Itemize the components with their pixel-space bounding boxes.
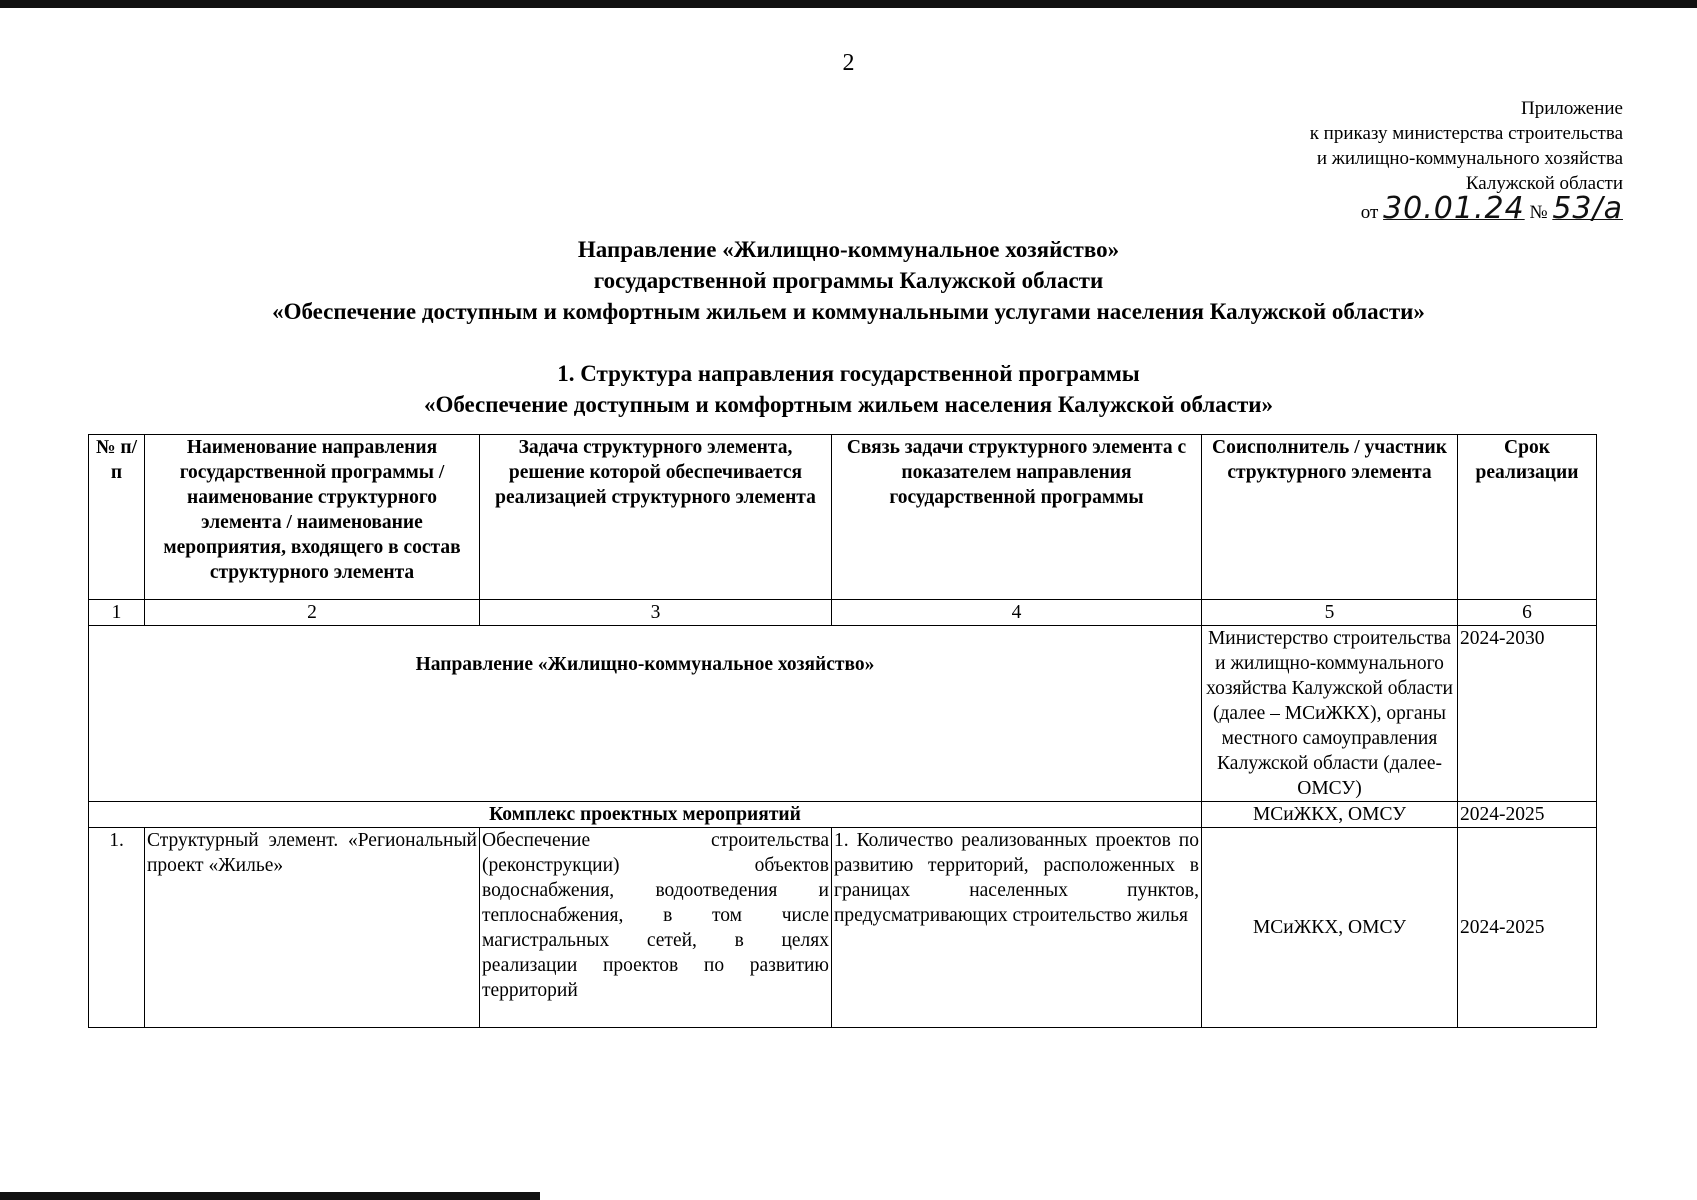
row-number: 1. — [89, 828, 145, 1028]
order-date-number-line — [1310, 191, 1623, 226]
column-number-row — [89, 600, 1597, 626]
handwritten-date: 30.01.24 — [1383, 191, 1525, 226]
column-number: 2 — [145, 600, 480, 626]
header-cell-period: Срок реализации — [1458, 435, 1597, 600]
row-indicator: 1. Количество реализованных проектов по развитию территорий, расположенных в границах населенных пунктов, предусматривающих строительство жилья — [832, 828, 1202, 1028]
row-period: 2024-2025 — [1458, 828, 1597, 1028]
complex-label: Комплекс проектных мероприятий — [89, 802, 1202, 828]
direction-period: 2024-2030 — [1458, 626, 1597, 802]
scan-bottom-edge — [0, 1192, 540, 1200]
appendix-block — [1310, 96, 1623, 225]
scan-top-edge — [0, 0, 1697, 8]
row-task: Обеспечение строительства (реконструкции) объектов водоснабжения, водоотведения и теплоснабжения, в том числе магистральных сетей, в целях реализации проектов по развитию территорий — [480, 828, 832, 1028]
row-participant: МСиЖКХ, ОМСУ — [1202, 828, 1458, 1028]
appendix-line-1: Приложение — [1521, 98, 1623, 119]
direction-participant: Министерство строительства и жилищно-коммунального хозяйства Калужской области (далее – МСиЖКХ), органы местного самоуправления Калужской области (далее-ОМСУ) — [1202, 626, 1458, 802]
column-number: 1 — [89, 600, 145, 626]
section-title — [0, 358, 1697, 420]
from-label: от — [1360, 202, 1379, 223]
header-cell-name: Наименование направления государственной программы / наименование структурного элемента / наименование мероприятия, входящего в состав структурного элемента — [145, 435, 480, 600]
header-cell-num: № п/п — [89, 435, 145, 600]
header-cell-indicator: Связь задачи структурного элемента с показателем направления государственной программы — [832, 435, 1202, 600]
column-number: 5 — [1202, 600, 1458, 626]
direction-row — [89, 626, 1597, 802]
complex-period: 2024-2025 — [1458, 802, 1597, 828]
column-number: 3 — [480, 600, 832, 626]
appendix-line-3: и жилищно-коммунального хозяйства — [1316, 148, 1623, 169]
structure-table — [88, 434, 1597, 1028]
title-line-2: государственной программы Калужской области — [593, 268, 1104, 293]
appendix-line-4: Калужской области — [1465, 173, 1623, 194]
number-label: № — [1529, 202, 1548, 223]
row-element: Структурный элемент. «Региональный проект «Жилье» — [145, 828, 480, 1028]
complex-row — [89, 802, 1597, 828]
page-number: 2 — [842, 50, 855, 76]
section-line-2: «Обеспечение доступным и комфортным жильем населения Калужской области» — [423, 392, 1274, 417]
header-cell-participant: Соисполнитель / участник структурного элемента — [1202, 435, 1458, 600]
section-line-1: 1. Структура направления государственной программы — [557, 361, 1140, 386]
direction-label: Направление «Жилищно-коммунальное хозяйство» — [89, 626, 1202, 802]
appendix-line-2: к приказу министерства строительства — [1309, 123, 1623, 144]
document-title — [0, 234, 1697, 327]
handwritten-order-number: 53/а — [1552, 191, 1623, 226]
header-cell-task: Задача структурного элемента, решение которой обеспечивается реализацией структурного элемента — [480, 435, 832, 600]
column-number: 4 — [832, 600, 1202, 626]
table-header-row — [89, 435, 1597, 600]
column-number: 6 — [1458, 600, 1597, 626]
title-line-1: Направление «Жилищно-коммунальное хозяйство» — [577, 237, 1120, 262]
title-line-3: «Обеспечение доступным и комфортным жильем и коммунальными услугами населения Калужской области» — [272, 299, 1425, 324]
complex-participant: МСиЖКХ, ОМСУ — [1202, 802, 1458, 828]
table-row — [89, 828, 1597, 1028]
